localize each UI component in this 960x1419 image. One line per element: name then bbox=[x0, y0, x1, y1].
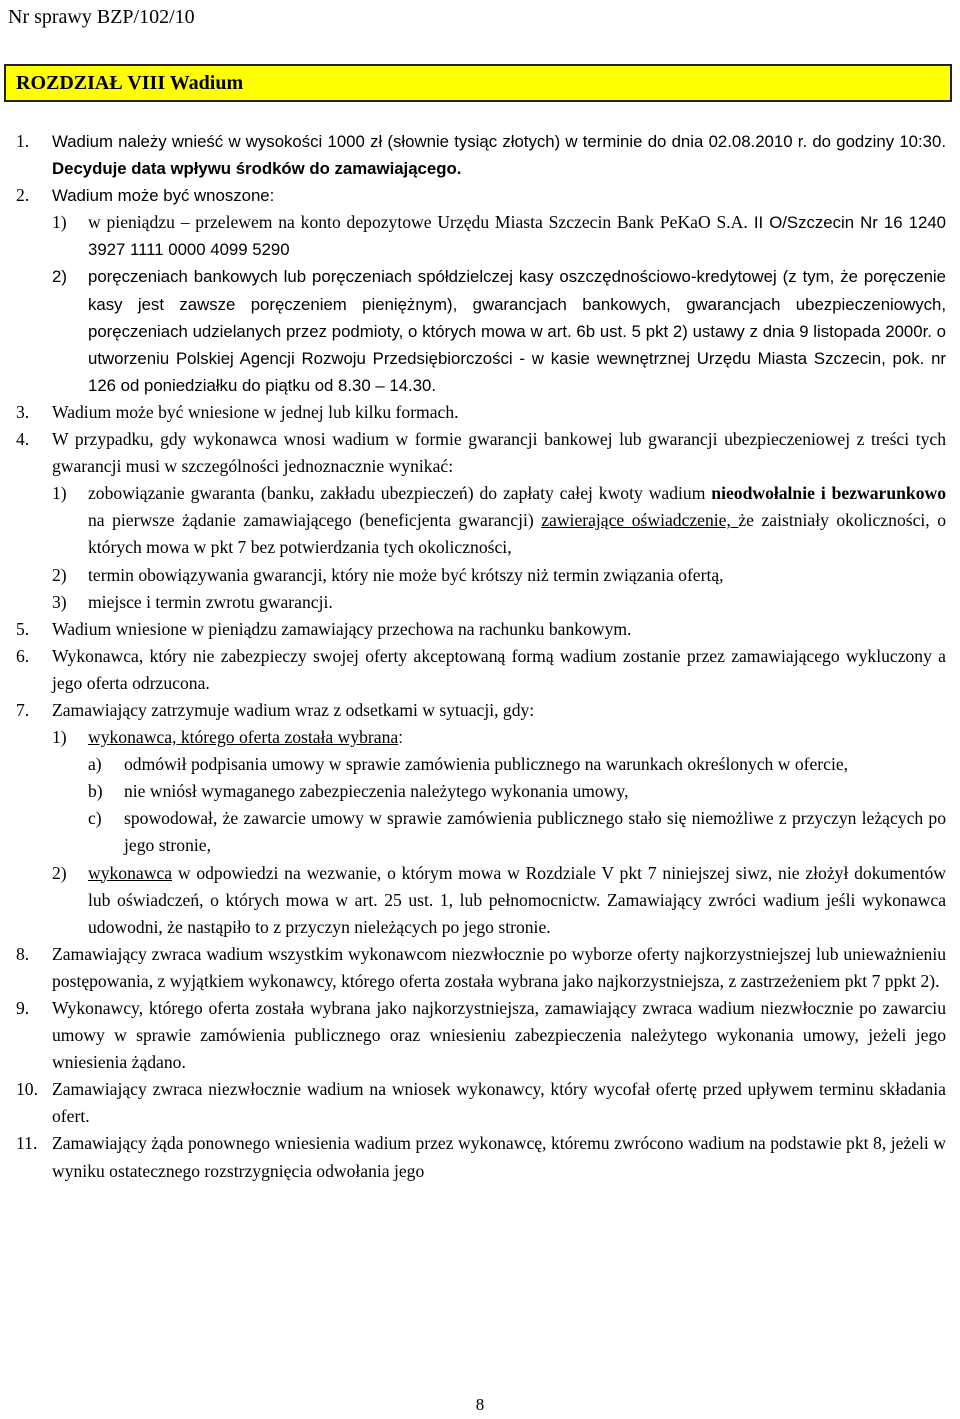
item-number: 10. bbox=[16, 1079, 38, 1100]
letter-item-a bbox=[88, 751, 946, 778]
sub-item-7-2 bbox=[52, 860, 946, 941]
list-item-3 bbox=[0, 399, 960, 426]
sub-item-number: 2) bbox=[52, 564, 67, 585]
sub-item-number: 2) bbox=[52, 862, 67, 883]
letter-item-b bbox=[88, 778, 946, 805]
sub-item-4-3 bbox=[52, 589, 946, 616]
sub-item-text-underlined: wykonawca, którego oferta została wybrana bbox=[88, 727, 399, 748]
item-text: Zamawiający zwraca niezwłocznie wadium na wniosek wykonawcy, który wycofał ofertę przed upływem terminu składania ofert. bbox=[52, 1079, 946, 1127]
list-item-8 bbox=[0, 941, 960, 995]
sub-item-text: w odpowiedzi na wezwanie, o którym mowa w Rozdziale V pkt 7 niniejszej siwz, nie złożył dokumentów lub oświadczeń, o których mowa w art. 25 ust. 1, lub pełnomocnictw. Zamawiający zwróci wadium jeśli wykonawca udowodni, że nastąpiło to z przyczyn nieleżących po jego stronie. bbox=[88, 862, 946, 937]
case-number: Nr sprawy BZP/102/10 bbox=[8, 6, 195, 28]
sub-item-text-underlined: zawierające oświadczenie, bbox=[541, 510, 739, 531]
chapter-heading-box bbox=[4, 64, 952, 102]
letter-item-label: c) bbox=[88, 808, 102, 829]
sub-item-text: na pierwsze żądanie zamawiającego (beneficjenta gwarancji) bbox=[88, 510, 542, 531]
sub-item-number: 1) bbox=[52, 727, 67, 748]
sub-item-number: 1) bbox=[52, 212, 67, 233]
letter-item-text: odmówił podpisania umowy w sprawie zamówienia publicznego na warunkach określonych w ofercie, bbox=[124, 754, 849, 775]
page-number: 8 bbox=[475, 1395, 485, 1414]
bank-account: II O/Szczecin Nr 16 1240 3927 1111 0000 4099 5290 bbox=[88, 213, 946, 260]
item-number: 3. bbox=[16, 401, 30, 422]
letter-item-label: b) bbox=[88, 781, 103, 802]
sub-item-text-bold: nieodwołalnie i bezwarunkowo bbox=[711, 483, 946, 504]
item-number: 11. bbox=[16, 1133, 38, 1154]
list-item-1 bbox=[0, 128, 960, 182]
item-text: Zamawiający zwraca wadium wszystkim wykonawcom niezwłocznie po wyborze oferty najkorzystniejszej lub unieważnieniu postępowania, z wyjątkiem wykonawcy, którego oferta została wybrana jako najkorzystniejsza, z zastrzeżeniem pkt 7 ppkt 2). bbox=[52, 943, 946, 991]
item-text: Zamawiający żąda ponownego wniesienia wadium przez wykonawcę, któremu zwrócono wadium na podstawie pkt 8, jeżeli w wyniku ostatecznego rozstrzygnięcia odwołania jego bbox=[52, 1133, 946, 1181]
sub-item-text: w pieniądzu – przelewem na konto depozytowe Urzędu Miasta Szczecin Bank PeKaO S.A. bbox=[88, 212, 748, 233]
item-text: Wadium może być wniesione w jednej lub kilku formach. bbox=[52, 401, 459, 422]
list-item-4 bbox=[0, 426, 960, 616]
letter-item-c bbox=[88, 805, 946, 859]
sub-item-text: poręczeniach bankowych lub poręczeniach spółdzielczej kasy oszczędnościowo-kredytowej (z tym, że poręczenie kasy jest zawsze poręczeniem pieniężnym), gwarancjach bankowych, gwarancjach ubezpieczeniowych, poręczeniach udzielanych przez podmioty, o których mowa w art. 6b ust. 5 pkt 2) ustawy z dnia 9 listopada 2000r. o utworzeniu Polskiej Agencji Rozwoju Przedsiębiorczości - w kasie wewnętrznej Urzędu Miasta Szczecin, pok. nr 126 od poniedziałku do piątku od 8.30 – 14.30. bbox=[88, 267, 946, 395]
sub-item-number: 1) bbox=[52, 483, 67, 504]
item-text: Wadium należy wnieść w wysokości 1000 zł (słownie tysiąc złotych) w terminie do dnia 02.08.2010 r. do godziny 10:30. bbox=[52, 132, 946, 151]
item-number: 7. bbox=[16, 699, 30, 720]
sub-item-4-1 bbox=[52, 480, 946, 561]
sub-item-text-underlined: wykonawca bbox=[88, 862, 173, 883]
list-item-10 bbox=[0, 1076, 960, 1130]
chapter-title: ROZDZIAŁ VIII Wadium bbox=[16, 72, 244, 94]
item-text: Zamawiający zatrzymuje wadium wraz z odsetkami w sytuacji, gdy: bbox=[52, 699, 535, 720]
sub-item-text: termin obowiązywania gwarancji, który nie może być krótszy niż termin związania ofertą, bbox=[88, 564, 724, 585]
sub-item-4-2 bbox=[52, 562, 946, 589]
item-text: W przypadku, gdy wykonawca wnosi wadium w formie gwarancji bankowej lub gwarancji ubezpieczeniowej z treści tych gwarancji musi w szczególności jednoznacznie wynikać: bbox=[52, 429, 946, 477]
sub-item-colon: : bbox=[398, 728, 403, 748]
list-item-9 bbox=[0, 995, 960, 1076]
item-number: 4. bbox=[16, 429, 30, 450]
sub-item-2-2 bbox=[52, 263, 946, 398]
letter-item-text: spowodował, że zawarcie umowy w sprawie zamówienia publicznego stało się niemożliwe z przyczyn leżących po jego stronie, bbox=[124, 808, 946, 856]
list-item-11 bbox=[0, 1130, 960, 1184]
sub-item-text: miejsce i termin zwrotu gwarancji. bbox=[88, 591, 333, 612]
sub-item-2-1 bbox=[52, 209, 946, 263]
letter-item-text: nie wniósł wymaganego zabezpieczenia należytego wykonania umowy, bbox=[124, 781, 629, 802]
item-number: 6. bbox=[16, 645, 30, 666]
item-number: 8. bbox=[16, 943, 30, 964]
list-item-5 bbox=[0, 616, 960, 643]
letter-item-label: a) bbox=[88, 754, 102, 775]
item-number: 5. bbox=[16, 618, 30, 639]
item-number: 2. bbox=[16, 185, 30, 206]
item-text-bold: Decyduje data wpływu środków do zamawiającego. bbox=[52, 159, 462, 179]
item-number: 1. bbox=[16, 131, 30, 151]
item-text: Wadium wniesione w pieniądzu zamawiający przechowa na rachunku bankowym. bbox=[52, 618, 632, 639]
item-number: 9. bbox=[16, 998, 30, 1018]
sub-item-7-1 bbox=[52, 724, 946, 859]
sub-item-text: że zaistniały okoliczności, o których mowa w pkt 7 bez potwierdzania tych okoliczności, bbox=[88, 510, 946, 558]
sub-item-number: 2) bbox=[52, 267, 67, 287]
item-text: Wykonawca, który nie zabezpieczy swojej oferty akceptowaną formą wadium zostanie przez zamawiającego wykluczony a jego oferta odrzucona. bbox=[52, 645, 946, 693]
item-text: Wadium może być wnoszone: bbox=[52, 186, 275, 206]
list-item-2 bbox=[0, 182, 960, 399]
list-item-6 bbox=[0, 643, 960, 697]
item-text: Wykonawcy, którego oferta została wybrana jako najkorzystniejsza, zamawiający zwraca wadium niezwłocznie po zawarciu umowy w sprawie zamówienia publicznego oraz wniesieniu zabezpieczenia należytego wykonania umowy, jeżeli jego wniesienia żądano. bbox=[52, 998, 946, 1073]
document-body bbox=[0, 128, 960, 1185]
sub-item-number: 3) bbox=[52, 591, 67, 612]
list-item-7 bbox=[0, 697, 960, 941]
sub-item-text: zobowiązanie gwaranta (banku, zakładu ubezpieczeń) do zapłaty całej kwoty wadium bbox=[88, 483, 712, 504]
